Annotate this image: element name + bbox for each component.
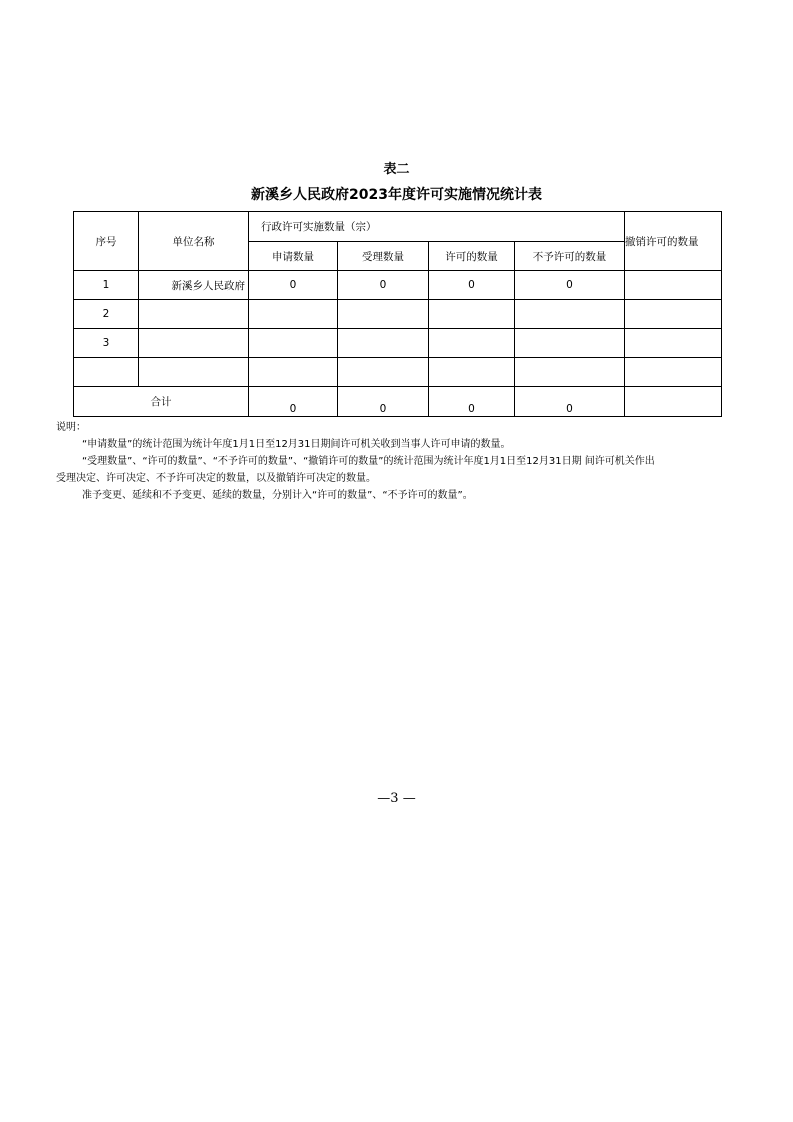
notes-section bbox=[56, 419, 746, 504]
cell-apply bbox=[249, 329, 338, 358]
note-line: “受理数量”、“许可的数量”、“不予许可的数量”、“撤销许可的数量”的统计范围为统计年度1月1日至12月31日期 间许可机关作出 bbox=[82, 456, 655, 467]
cell-apply bbox=[249, 300, 338, 329]
total-accept: 0 bbox=[338, 387, 429, 417]
note-line: 准予变更、延续和不予变更、延续的数量，分别计入“许可的数量”、“不予许可的数量”。 bbox=[82, 490, 473, 501]
header-apply: 申请数量 bbox=[249, 242, 338, 271]
page-number: —3 — bbox=[377, 791, 416, 806]
table-row bbox=[74, 329, 722, 358]
header-permit: 许可的数量 bbox=[429, 242, 515, 271]
cell-unit bbox=[139, 329, 249, 358]
cell-accept bbox=[338, 358, 429, 387]
cell-accept: 0 bbox=[338, 271, 429, 300]
notes-heading: 说明： bbox=[56, 422, 86, 433]
header-accept: 受理数量 bbox=[338, 242, 429, 271]
header-seq: 序号 bbox=[74, 212, 139, 271]
table-label: 表二 bbox=[383, 162, 410, 177]
cell-revoke bbox=[625, 358, 722, 387]
cell-seq: 1 bbox=[74, 271, 139, 300]
cell-permit bbox=[429, 300, 515, 329]
cell-unit bbox=[139, 358, 249, 387]
cell-permit bbox=[429, 329, 515, 358]
note-line: “申请数量”的统计范围为统计年度1月1日至12月31日期间许可机关收到当事人许可申请的数量。 bbox=[82, 439, 511, 450]
table-title: 新溪乡人民政府2023年度许可实施情况统计表 bbox=[251, 187, 542, 203]
cell-apply bbox=[249, 358, 338, 387]
header-group: 行政许可实施数量（宗） bbox=[249, 212, 625, 242]
total-label: 合计 bbox=[74, 387, 249, 417]
header-unit: 单位名称 bbox=[139, 212, 249, 271]
total-apply: 0 bbox=[249, 387, 338, 417]
cell-deny bbox=[515, 300, 625, 329]
table-row bbox=[74, 300, 722, 329]
cell-permit bbox=[429, 358, 515, 387]
cell-seq: 3 bbox=[74, 329, 139, 358]
total-permit: 0 bbox=[429, 387, 515, 417]
cell-deny bbox=[515, 358, 625, 387]
cell-revoke bbox=[625, 329, 722, 358]
note-line: 受理决定、许可决定、不予许可决定的数量，以及撤销许可决定的数量。 bbox=[56, 473, 376, 484]
total-row bbox=[74, 387, 722, 417]
header-deny: 不予许可的数量 bbox=[515, 242, 625, 271]
cell-deny bbox=[515, 329, 625, 358]
cell-unit bbox=[139, 300, 249, 329]
cell-accept bbox=[338, 329, 429, 358]
cell-revoke bbox=[625, 271, 722, 300]
table-row bbox=[74, 271, 722, 300]
total-deny: 0 bbox=[515, 387, 625, 417]
total-revoke bbox=[625, 387, 722, 417]
table-row bbox=[74, 358, 722, 387]
cell-seq bbox=[74, 358, 139, 387]
cell-apply: 0 bbox=[249, 271, 338, 300]
cell-deny: 0 bbox=[515, 271, 625, 300]
cell-seq: 2 bbox=[74, 300, 139, 329]
permit-statistics-table bbox=[73, 211, 722, 417]
header-revoke: 撤销许可的数量 bbox=[625, 212, 722, 271]
cell-unit: 新溪乡人民政府 bbox=[139, 271, 249, 300]
cell-permit: 0 bbox=[429, 271, 515, 300]
cell-revoke bbox=[625, 300, 722, 329]
header-row-1 bbox=[74, 212, 722, 242]
cell-accept bbox=[338, 300, 429, 329]
